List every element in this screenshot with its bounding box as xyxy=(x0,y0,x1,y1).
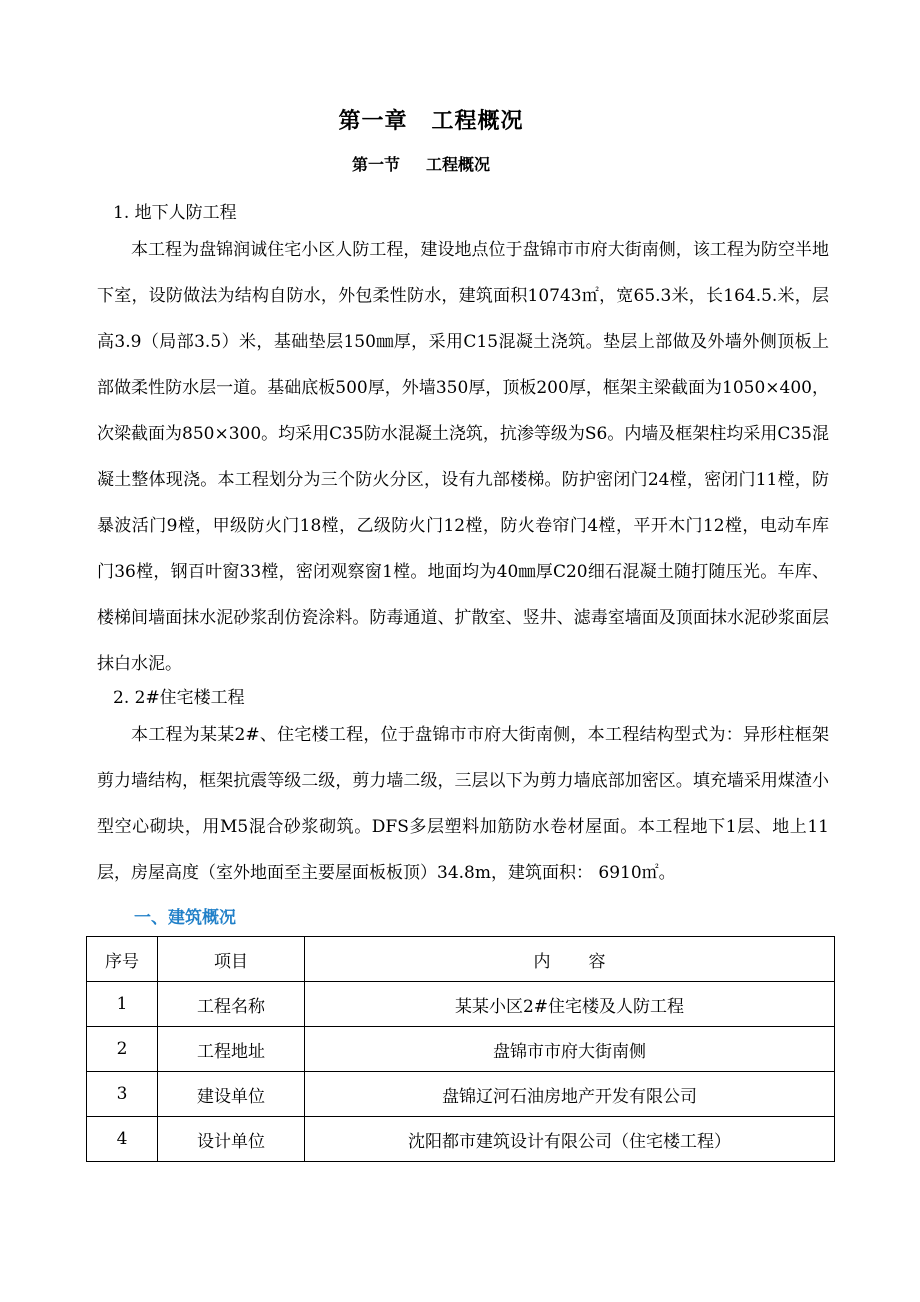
row-item: 建设单位 xyxy=(158,1072,305,1117)
chapter-prefix: 第一章 xyxy=(338,108,408,134)
row-content: 某某小区2#住宅楼及人防工程 xyxy=(305,982,835,1027)
building-overview-table xyxy=(86,936,835,1162)
table-row xyxy=(87,1117,835,1162)
row-item: 工程名称 xyxy=(158,982,305,1027)
section-prefix: 第一节 xyxy=(351,155,400,174)
row-content: 沈阳都市建筑设计有限公司（住宅楼工程） xyxy=(305,1117,835,1162)
building-overview-heading: 一、建筑概况 xyxy=(134,908,236,928)
row-content: 盘锦市市府大街南侧 xyxy=(305,1027,835,1072)
header-content xyxy=(305,937,835,982)
row-no: 3 xyxy=(87,1072,158,1117)
row-content: 盘锦辽河石油房地产开发有限公司 xyxy=(305,1072,835,1117)
table-header-row xyxy=(87,937,835,982)
chapter-title xyxy=(0,104,862,135)
header-no: 序号 xyxy=(87,937,158,982)
section-title-text: 工程概况 xyxy=(426,155,491,174)
section-title xyxy=(0,152,842,175)
part2-heading: 2. 2#住宅楼工程 xyxy=(113,688,245,708)
chapter-title-text: 工程概况 xyxy=(431,108,524,134)
part1-heading: 1. 地下人防工程 xyxy=(113,203,237,223)
row-item: 设计单位 xyxy=(158,1117,305,1162)
row-item: 工程地址 xyxy=(158,1027,305,1072)
header-content-left: 内 xyxy=(533,951,551,972)
table-row xyxy=(87,1027,835,1072)
header-item: 项目 xyxy=(158,937,305,982)
row-no: 1 xyxy=(87,982,158,1027)
header-content-right: 容 xyxy=(588,951,606,972)
row-no: 2 xyxy=(87,1027,158,1072)
table-row xyxy=(87,1072,835,1117)
part1-paragraph: 本工程为盘锦润诚住宅小区人防工程，建设地点位于盘锦市市府大街南侧，该工程为防空半地下室，设防做法为结构自防水，外包柔性防水，建筑面积10743㎡，宽65.3米，长164.5.米，层高3.9（局部3.5）米，基础垫层150㎜厚，采用C15混凝土浇筑。垫层上部做及外墙外侧顶板上部做柔性防水层一道。基础底板500厚，外墙350厚，顶板200厚，框架主梁截面为1050×400，次梁截面为850×300。均采用C35防水混凝土浇筑，抗渗等级为S6。内墙及框架柱均采用C35混凝土整体现浇。本工程划分为三个防火分区，设有九部楼梯。防护密闭门24樘，密闭门11樘，防暴波活门9樘，甲级防火门18樘，乙级防火门12樘，防火卷帘门4樘，平开木门12樘，电动车库门36樘，钢百叶窗33樘，密闭观察窗1樘。地面均为40㎜厚C20细石混凝土随打随压光。车库、楼梯间墙面抹水泥砂浆刮仿瓷涂料。防毒通道、扩散室、竖井、滤毒室墙面及顶面抹水泥砂浆面层抹白水泥。 xyxy=(97,240,829,674)
row-no: 4 xyxy=(87,1117,158,1162)
part2-paragraph: 本工程为某某2#、住宅楼工程，位于盘锦市市府大街南侧，本工程结构型式为：异形柱框架剪力墙结构，框架抗震等级二级，剪力墙二级，三层以下为剪力墙底部加密区。填充墙采用煤渣小型空心砌块，用M5混合砂浆砌筑。DFS多层塑料加筋防水卷材屋面。本工程地下1层、地上11层，房屋高度（室外地面至主要屋面板板顶）34.8m，建筑面积： 6910㎡。 xyxy=(97,725,829,883)
table-row xyxy=(87,982,835,1027)
